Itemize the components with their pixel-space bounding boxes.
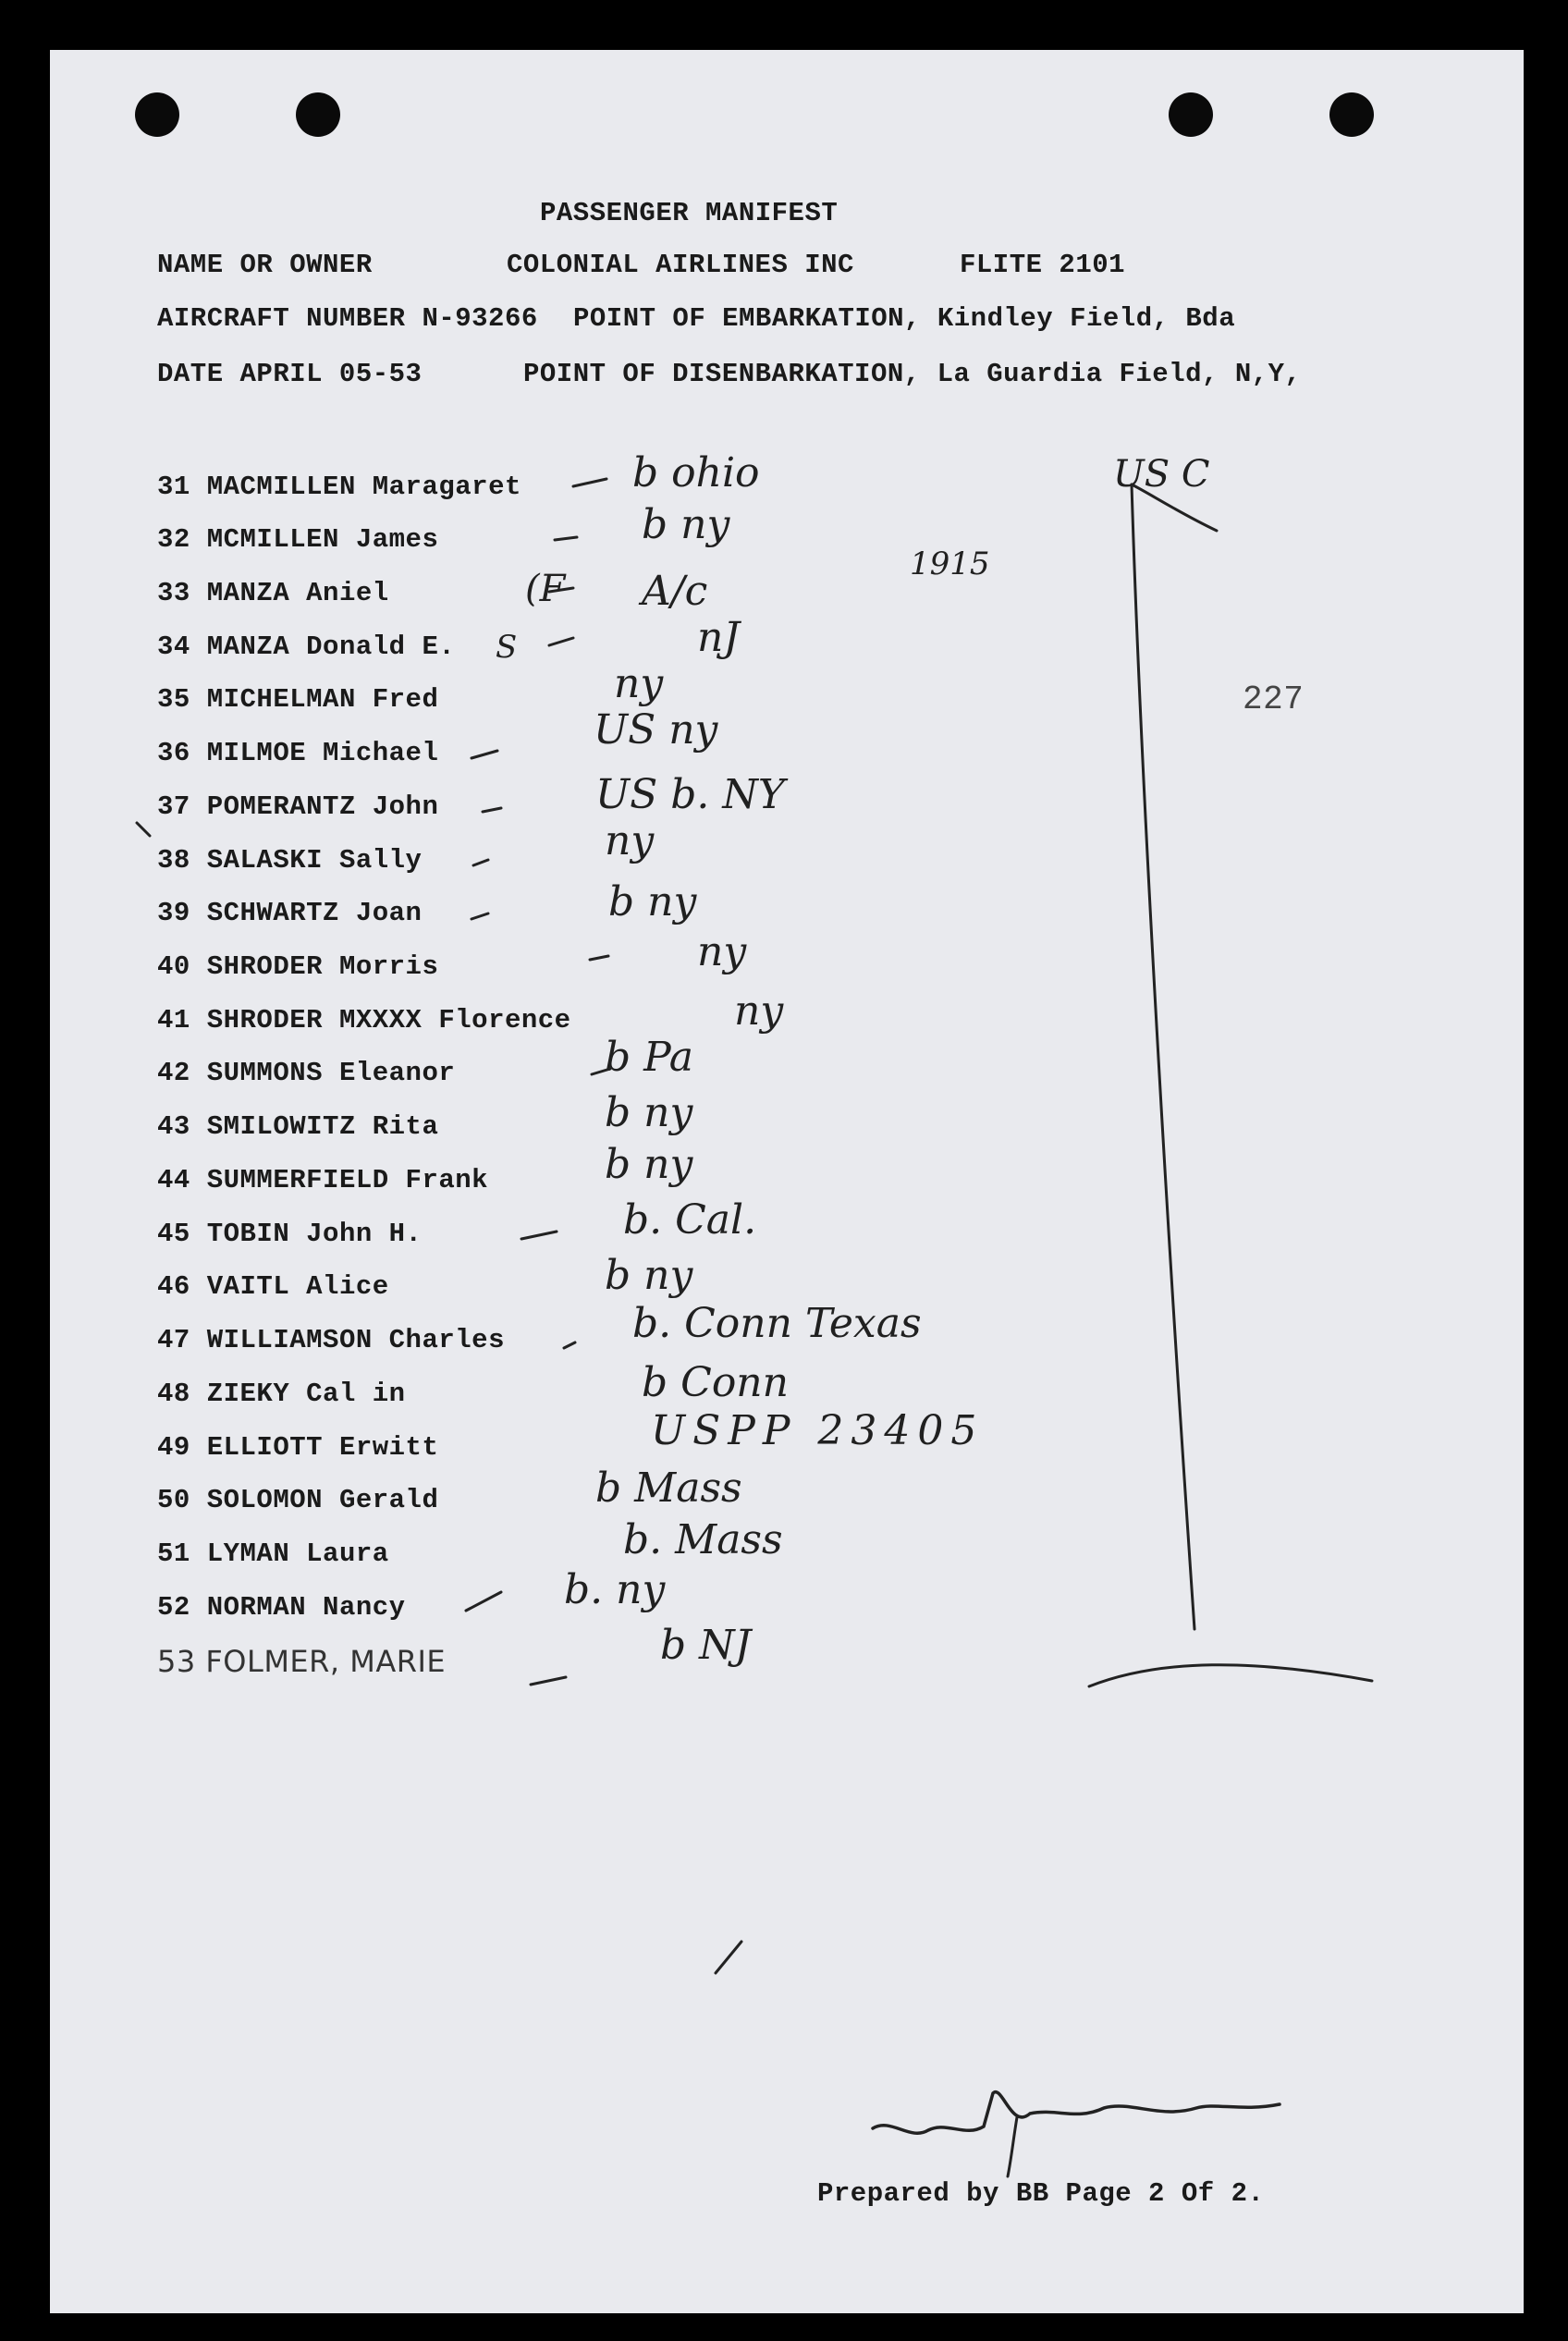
page-reference-number: 227 bbox=[1243, 680, 1305, 718]
margin-note-year: 1915 bbox=[910, 545, 990, 582]
handwritten-note: ny bbox=[734, 987, 784, 1035]
passenger-name: MILMOE Michael bbox=[206, 738, 439, 768]
passenger-number: 39 bbox=[157, 898, 190, 928]
passenger-number: 53 bbox=[157, 1644, 196, 1679]
passenger-number: 49 bbox=[157, 1432, 190, 1463]
passenger-number: 33 bbox=[157, 578, 190, 608]
check-dash bbox=[521, 1232, 557, 1239]
handwritten-note: b ny bbox=[642, 501, 730, 548]
handwritten-note: b NJ bbox=[660, 1622, 752, 1669]
passenger-number: 32 bbox=[157, 524, 190, 555]
handwritten-note: A/c bbox=[642, 568, 708, 615]
passenger-name: SALASKI Sally bbox=[206, 845, 423, 876]
stray-mark bbox=[716, 1942, 741, 1973]
check-dash bbox=[564, 1342, 575, 1348]
passenger-number: 37 bbox=[157, 791, 190, 822]
handwritten-note: b ny bbox=[605, 1089, 693, 1136]
passenger-name: SCHWARTZ Joan bbox=[206, 898, 423, 928]
check-dash bbox=[472, 913, 488, 919]
passenger-number: 36 bbox=[157, 738, 190, 768]
pen-marks bbox=[50, 50, 1524, 2313]
passenger-name: SOLOMON Gerald bbox=[206, 1485, 439, 1515]
check-dash bbox=[472, 751, 497, 758]
check-dash bbox=[592, 1069, 610, 1074]
check-dash bbox=[473, 860, 488, 865]
bracket-line bbox=[1132, 484, 1194, 1629]
passenger-number: 45 bbox=[157, 1219, 190, 1249]
margin-note-f: (F bbox=[525, 568, 566, 610]
passenger-number: 40 bbox=[157, 951, 190, 982]
passenger-number: 42 bbox=[157, 1058, 190, 1088]
point-of-embarkation: POINT OF EMBARKATION, Kindley Field, Bda bbox=[573, 303, 1236, 334]
check-dash bbox=[531, 1677, 566, 1685]
margin-note-s: S bbox=[496, 629, 518, 666]
passenger-number: 51 bbox=[157, 1538, 190, 1569]
signature bbox=[1008, 2117, 1017, 2176]
passenger-name: FOLMER, MARIE bbox=[205, 1644, 447, 1679]
stray-mark bbox=[137, 823, 150, 836]
passenger-name: TOBIN John H. bbox=[206, 1219, 423, 1249]
signature bbox=[873, 2092, 1280, 2134]
passenger-number: 50 bbox=[157, 1485, 190, 1515]
passenger-number: 43 bbox=[157, 1111, 190, 1142]
handwritten-note: US b. NY bbox=[595, 771, 785, 818]
manifest-page bbox=[50, 50, 1524, 2313]
point-of-disembarkation: POINT OF DISENBARKATION, La Guardia Field, N,Y, bbox=[523, 359, 1302, 389]
handwritten-note: b Mass bbox=[595, 1465, 742, 1512]
margin-note-us-c: US C bbox=[1113, 453, 1210, 496]
handwritten-note: USPP 23405 bbox=[651, 1407, 985, 1454]
aircraft-number: AIRCRAFT NUMBER N-93266 bbox=[157, 303, 538, 334]
passenger-number: 38 bbox=[157, 845, 190, 876]
passenger-name: WILLIAMSON Charles bbox=[206, 1325, 505, 1355]
check-dash bbox=[549, 638, 573, 645]
handwritten-note: US ny bbox=[594, 706, 718, 754]
bracket-top bbox=[1132, 484, 1217, 531]
handwritten-note: ny bbox=[605, 817, 655, 864]
manifest-date: DATE APRIL 05-53 bbox=[157, 359, 423, 389]
handwritten-note: b ny bbox=[605, 1141, 693, 1188]
handwritten-note: b ny bbox=[608, 878, 697, 925]
handwritten-note: b Pa bbox=[605, 1034, 694, 1081]
passenger-name: ZIEKY Cal in bbox=[206, 1379, 406, 1409]
passenger-name: MANZA Aniel bbox=[206, 578, 389, 608]
passenger-name: ELLIOTT Erwitt bbox=[206, 1432, 439, 1463]
passenger-number: 48 bbox=[157, 1379, 190, 1409]
passenger-name: MANZA Donald E. bbox=[206, 631, 456, 662]
passenger-number: 47 bbox=[157, 1325, 190, 1355]
flight-number: FLITE 2101 bbox=[960, 250, 1126, 280]
passenger-name: SHRODER MXXXX Florence bbox=[206, 1005, 571, 1036]
passenger-number: 31 bbox=[157, 472, 190, 502]
passenger-number: 41 bbox=[157, 1005, 190, 1036]
passenger-name: VAITL Alice bbox=[206, 1271, 389, 1302]
check-dash bbox=[483, 808, 501, 812]
handwritten-note: b. Conn Texas bbox=[632, 1300, 922, 1347]
handwritten-note: b ny bbox=[605, 1252, 693, 1299]
handwritten-note: b. Cal. bbox=[623, 1196, 757, 1244]
passenger-name: MCMILLEN James bbox=[206, 524, 439, 555]
passenger-name: SUMMONS Eleanor bbox=[206, 1058, 456, 1088]
prepared-by-footer: Prepared by BB Page 2 Of 2. bbox=[817, 2178, 1265, 2209]
passenger-number: 34 bbox=[157, 631, 190, 662]
handwritten-note: b Conn bbox=[642, 1359, 789, 1406]
passenger-number: 35 bbox=[157, 684, 190, 715]
handwritten-note: ny bbox=[614, 660, 664, 707]
passenger-name: SUMMERFIELD Frank bbox=[206, 1165, 489, 1195]
passenger-name: MACMILLEN Maragaret bbox=[206, 472, 521, 502]
bracket-base bbox=[1089, 1665, 1372, 1686]
check-dash bbox=[466, 1592, 501, 1611]
handwritten-note: b. Mass bbox=[623, 1516, 783, 1563]
handwritten-note: b. ny bbox=[564, 1566, 666, 1613]
passenger-number: 52 bbox=[157, 1592, 190, 1623]
handwritten-note: b ohio bbox=[632, 449, 760, 496]
passenger-number: 46 bbox=[157, 1271, 190, 1302]
owner-value: COLONIAL AIRLINES INC bbox=[507, 250, 854, 280]
check-dash bbox=[549, 588, 573, 592]
passenger-name: SHRODER Morris bbox=[206, 951, 439, 982]
passenger-number: 44 bbox=[157, 1165, 190, 1195]
passenger-name: NORMAN Nancy bbox=[206, 1592, 406, 1623]
passenger-name: POMERANTZ John bbox=[206, 791, 439, 822]
manifest-title: PASSENGER MANIFEST bbox=[540, 198, 839, 228]
check-dash bbox=[590, 956, 608, 960]
passenger-name: MICHELMAN Fred bbox=[206, 684, 439, 715]
handwritten-note: ny bbox=[697, 928, 747, 975]
handwritten-note: nJ bbox=[697, 614, 740, 661]
check-dash bbox=[555, 537, 577, 540]
name-or-owner-label: NAME OR OWNER bbox=[157, 250, 373, 280]
passenger-name: SMILOWITZ Rita bbox=[206, 1111, 439, 1142]
check-dash bbox=[573, 479, 606, 486]
passenger-name: LYMAN Laura bbox=[206, 1538, 389, 1569]
